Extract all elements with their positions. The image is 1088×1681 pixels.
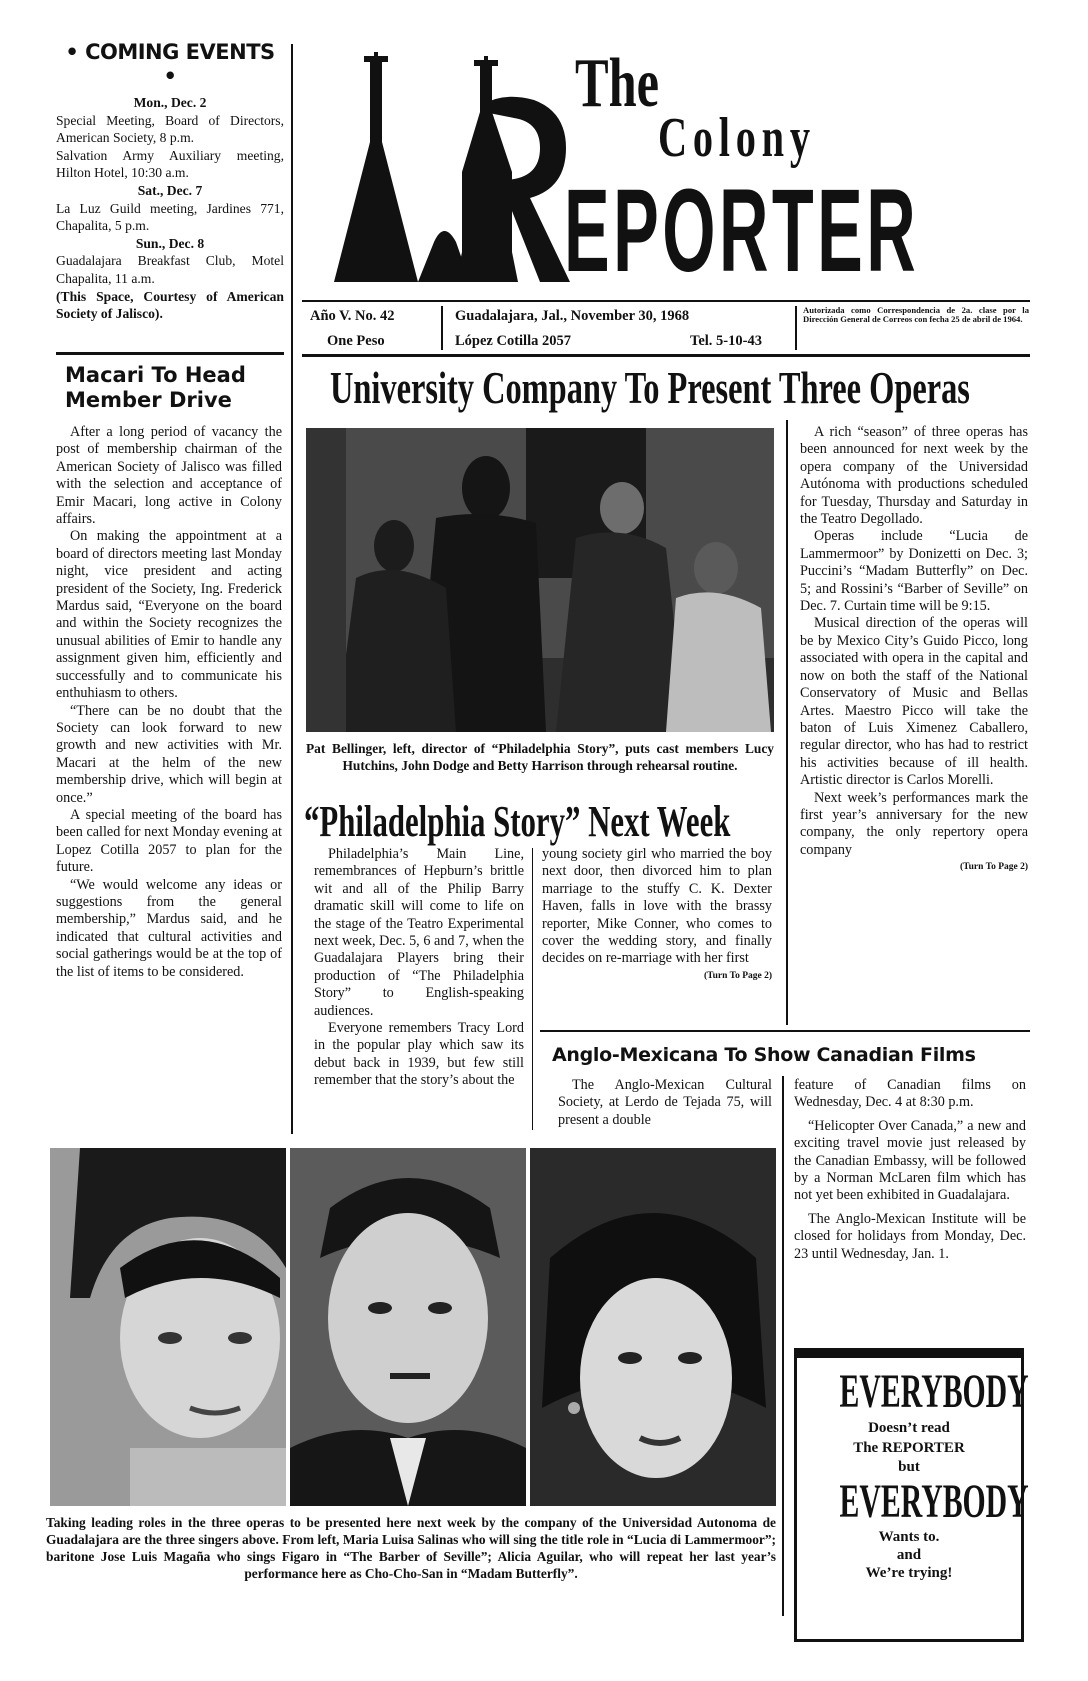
anglo-column-1: [558, 1077, 772, 1129]
coming-events-box: [56, 40, 284, 323]
event-date: Mon., Dec. 2: [133, 95, 207, 110]
events-bottom-rule: [56, 352, 284, 355]
event-date: Sun., Dec. 8: [135, 235, 205, 251]
event-item: Salvation Army Auxiliary meeting, Hilton Hotel, 10:30 a.m.: [56, 147, 284, 181]
singer-photo-maria-luisa-salinas: [50, 1148, 286, 1506]
event-item: Special Meeting, Board of Directors, American Society, 8 p.m.: [56, 112, 284, 146]
anglo-column-rule: [782, 1076, 784, 1616]
anglo-paragraph: feature of Canadian films on Wednesday, Dec. 4 at 8:30 p.m.: [794, 1077, 1026, 1111]
philadelphia-photo-caption: Pat Bellinger, left, director of “Philadelphia Story”, puts cast members Lucy Hutchins, John Dodge and Betty Harrison through rehearsal routine.: [306, 741, 774, 773]
philadelphia-column-2: [542, 846, 772, 985]
operas-jump-line: (Turn To Page 2): [959, 862, 1028, 873]
philadelphia-paragraph: Philadelphia’s Main Line, remembrances of Hepburn’s brittle wit and all of the Philip Barry dramatic skill will come to life on the stage of the Teatro Experimental next week, Dec. 5, 6 and 7, when the Guadalajara Players bring their production of “The Philadelphia Story” to English-speaking audiences.: [314, 846, 524, 1019]
macari-paragraph: A special meeting of the board has been called for next Monday evening at Lopez Cotilla 2057 to plan for the future.: [56, 806, 282, 876]
ad-everybody-line-2: EVERYBODY: [839, 1475, 1029, 1528]
office-telephone: Tel. 5-10-43: [690, 333, 762, 349]
operas-paragraph: Musical direction of the operas will be by Mexico City’s Guido Picco, long associated with opera in the capital and now on both the staff of the National Conservatory of Music and Bellas Artes. Maestro Picco will take the baton of Luis Ximenez Caballero, regular director, who has had to restrict his activities because of ill health. Artistic director is Carlos Morelli.: [800, 615, 1028, 789]
masthead-bottom-rule: [302, 354, 1030, 357]
philadelphia-column-1: [314, 846, 524, 1090]
operas-headline: University Company To Present Three Operas: [330, 363, 970, 413]
anglo-paragraph: The Anglo-Mexican Institute will be closed for holidays from Monday, Dec. 23 until Wednesday, Jan. 1.: [794, 1210, 1026, 1262]
philadelphia-paragraph: Everyone remembers Tracy Lord in the popular play which saw its debut back in 1939, but few still remember that the story’s about the: [314, 1020, 524, 1089]
ad-line-doesnt-read: Doesn’t read: [868, 1420, 950, 1436]
operas-paragraph: Operas include “Lucia de Lammermoor” by Donizetti on Dec. 3; Puccini’s “Madam Butterfly” on Dec. 5; and Rossini’s “Barber of Seville” on Dec. 7. Curtain time will be 9:15.: [800, 528, 1028, 615]
operas-paragraph: Next week’s performances mark the first year’s anniversary for the new company, the only repertory opera company: [800, 789, 1028, 858]
coming-events-title: • COMING EVENTS •: [65, 40, 275, 88]
anglo-column-2: [794, 1077, 1026, 1263]
anglo-top-rule: [540, 1030, 1030, 1032]
issue-number: Año V. No. 42: [310, 308, 395, 324]
office-address: López Cotilla 2057: [455, 333, 571, 349]
anglo-headline: Anglo-Mexicana To Show Canadian Films: [552, 1044, 976, 1066]
city-date: Guadalajara, Jal., November 30, 1968: [455, 308, 690, 324]
event-date: Sat., Dec. 7: [137, 182, 203, 198]
events-list: [56, 94, 284, 323]
operas-paragraph: A rich “season” of three operas has been announced for next week by the opera company of the Universidad Autónoma with productions scheduled for Tuesday, Thursday and Saturday in the Teatro Degollado.: [800, 424, 1028, 528]
singer-photo-alicia-aguilar: [530, 1148, 776, 1506]
macari-paragraph: On making the appointment at a board of directors meeting last Monday night, vice president and acting president of the Society, Ing. Frederick Mardus said, “Everyone on the board and within the Society recognizes the unusual abilities of Emir to handle any assignment given him, efficiently and successfully and to communicate his enthuhiasm to others.: [56, 528, 282, 702]
macari-headline: Macari To Head Member Drive: [65, 363, 246, 412]
info-divider: [441, 306, 443, 350]
ad-line-were-trying: We’re trying!: [865, 1565, 953, 1581]
philadelphia-jump-line: (Turn To Page 2): [703, 970, 772, 981]
macari-paragraph: “There can be no doubt that the Society can look forward to new growth and new activities with Mr. Macari at the helm of the new membership drive, which will begin at once.”: [56, 702, 282, 806]
macari-paragraph: After a long period of vacancy the post of membership chairman of the American Society of Jalisco was filled with the selection and acceptance of Emir Macari, long active in Colony affairs.: [56, 424, 282, 528]
masthead-reporter: EPORTER: [564, 165, 920, 297]
event-item: Guadalajara Breakfast Club, Motel Chapalita, 11 a.m.: [56, 253, 284, 286]
ad-line-wants-to: Wants to.: [878, 1529, 940, 1545]
operas-article-body: [800, 424, 1028, 877]
info-divider: [795, 306, 797, 350]
anglo-paragraph: The Anglo-Mexican Cultural Society, at Lerdo de Tejada 75, will present a double: [558, 1077, 772, 1128]
singer-photo-jose-luis-magana: [290, 1148, 526, 1506]
philadelphia-paragraph-cont: young society girl who married the boy next door, then divorced him to plan marriage to the stuffy C. K. Dexter Haven, falls in love with the brassy reporter, Mike Conner, who comes to cover the wedding story, and finally decides on re-marriage with her first: [542, 846, 772, 967]
philadelphia-column-rule: [532, 848, 533, 1130]
philadelphia-rehearsal-photo: [306, 428, 774, 732]
events-courtesy: (This Space, Courtesy of American Society of Jalisco).: [56, 288, 284, 322]
ad-line-but: but: [898, 1459, 920, 1475]
ad-line-and: and: [896, 1547, 922, 1563]
masthead-the: The: [575, 45, 660, 122]
ad-line-the-reporter: The REPORTER: [853, 1440, 965, 1456]
event-item: La Luz Guild meeting, Jardines 771, Chapalita, 5 p.m.: [56, 200, 284, 234]
masthead-top-rule: [302, 300, 1030, 302]
macari-article-body: [56, 424, 282, 981]
issue-price: One Peso: [327, 333, 385, 349]
philadelphia-headline: “Philadelphia Story” Next Week: [304, 797, 731, 846]
ad-everybody-line-1: EVERYBODY: [839, 1365, 1029, 1418]
macari-paragraph: “We would welcome any ideas or suggestions from the general membership,” Mardus said, and he indicated that cultural activities and social gatherings would be at the top of the list of items to be considered.: [56, 876, 282, 980]
events-right-rule: [291, 44, 293, 1134]
singers-photo-caption: Taking leading roles in the three operas to be presented here next week by the company of the Universidad Autonoma de Guadalajara are the three singers above. From left, Maria Luisa Salinas who will sing the title role in “Lucia di Lammermoor”; baritone Jose Luis Magaña who sings Figaro in “The Barber of Seville”; Alicia Aguilar, who will repeat her last year’s performance here as Cho-Cho-San in “Madam Butterfly”.: [46, 1515, 776, 1581]
masthead-spires-logo: [334, 52, 576, 282]
operas-column-rule: [786, 420, 788, 1025]
postal-authorization: Autorizada como Correspondencia de 2a. clase por la Dirección General de Correos con fecha 25 de abril de 1964.: [803, 305, 1029, 325]
anglo-paragraph: “Helicopter Over Canada,” a new and exciting travel movie just released by the Canadian Embassy, will be followed by a Norman McLaren film which has not yet been exhibited in Guadalajara.: [794, 1117, 1026, 1204]
everybody-ad-box: [794, 1348, 1029, 1642]
masthead-colony: Colony: [658, 107, 816, 169]
